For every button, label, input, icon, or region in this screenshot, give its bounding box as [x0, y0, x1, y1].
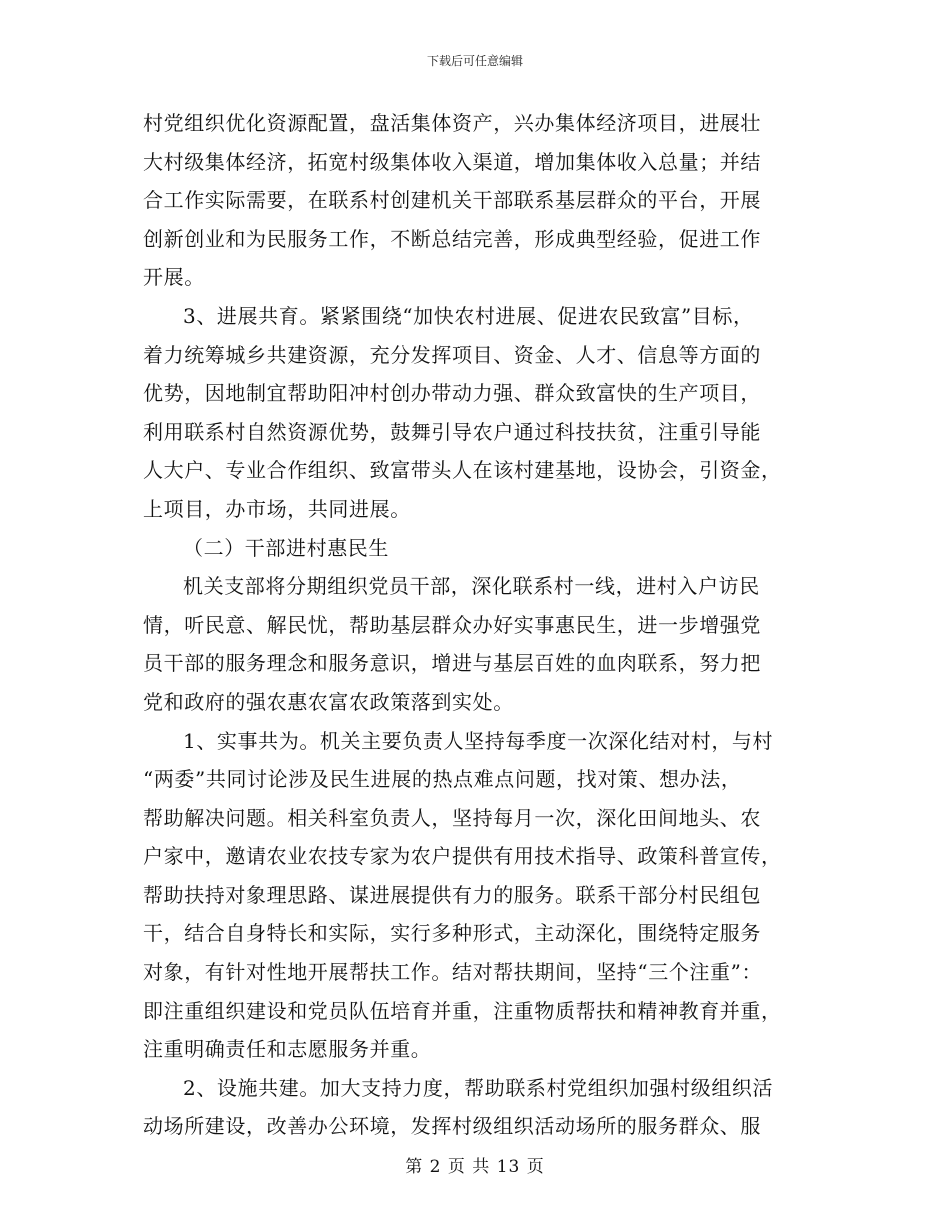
paragraph-line: 即注重组织建设和党员队伍培育并重，注重物质帮扶和精神教育并重，	[143, 998, 782, 1023]
paragraph-line: 3、进展共育。紧紧围绕“加快农村进展、促进农民致富”目标，	[183, 303, 754, 328]
paragraph-line: 着力统筹城乡共建资源，充分发挥项目、资金、人才、信息等方面的	[143, 342, 761, 367]
paragraph-line: 大村级集体经济，拓宽村级集体收入渠道，增加集体收入总量；并结	[143, 149, 761, 174]
body-text	[143, 104, 818, 1146]
paragraph-line: 注重明确责任和志愿服务并重。	[143, 1037, 432, 1062]
paragraph-line: 上项目，办市场，共同进展。	[143, 496, 411, 521]
paragraph-line: 合工作实际需要，在联系村创建机关干部联系基层群众的平台，开展	[143, 188, 761, 213]
paragraph-line: 党和政府的强农惠农富农政策落到实处。	[143, 689, 514, 714]
paragraph-line: 帮助解决问题。相关科室负责人，坚持每月一次，深化田间地头、农	[143, 805, 761, 830]
paragraph-line: 机关支部将分期组织党员干部，深化联系村一线，进村入户访民	[183, 574, 760, 599]
page-number-footer: 第 2 页 共 13 页	[405, 1157, 545, 1177]
paragraph-line: 1、实事共为。机关主要负责人坚持每季度一次深化结对村，与村	[183, 728, 774, 753]
section-heading: （二）干部进村惠民生	[183, 535, 389, 560]
paragraph-line: 2、设施共建。加大支持力度，帮助联系村党组织加强村级组织活	[183, 1075, 774, 1100]
paragraph-line: “两委”共同讨论涉及民生进展的热点难点问题，找对策、想办法，	[143, 767, 742, 792]
paragraph-line: 干，结合自身特长和实际，实行多种形式，主动深化，围绕特定服务	[143, 921, 761, 946]
paragraph-line: 动场所建设，改善办公环境，发挥村级组织活动场所的服务群众、服	[143, 1114, 761, 1139]
paragraph-line: 户家中，邀请农业农技专家为农户提供有用技术指导、政策科普宣传，	[143, 844, 782, 869]
paragraph-line: 帮助扶持对象理思路、谋进展提供有力的服务。联系干部分村民组包	[143, 882, 761, 907]
paragraph-line: 开展。	[143, 265, 205, 290]
header-note: 下载后可任意编辑	[426, 54, 523, 68]
paragraph-line: 创新创业和为民服务工作，不断总结完善，形成典型经验，促进工作	[143, 226, 761, 251]
paragraph-line: 村党组织优化资源配置，盘活集体资产，兴办集体经济项目，进展壮	[143, 111, 761, 135]
paragraph-line: 情，听民意、解民忧，帮助基层群众办好实事惠民生，进一步增强党	[143, 612, 761, 637]
paragraph-line: 人大户、专业合作组织、致富带头人在该村建基地，设协会，引资金，	[143, 458, 782, 483]
paragraph-line: 优势，因地制宜帮助阳冲村创办带动力强、群众致富快的生产项目，	[143, 381, 761, 406]
paragraph-line: 利用联系村自然资源优势，鼓舞引导农户通过科技扶贫，注重引导能	[143, 419, 761, 444]
paragraph-line: 对象，有针对性地开展帮扶工作。结对帮扶期间，坚持“三个注重”：	[143, 960, 763, 985]
paragraph-line: 员干部的服务理念和服务意识，增进与基层百姓的血肉联系，努力把	[143, 651, 761, 676]
